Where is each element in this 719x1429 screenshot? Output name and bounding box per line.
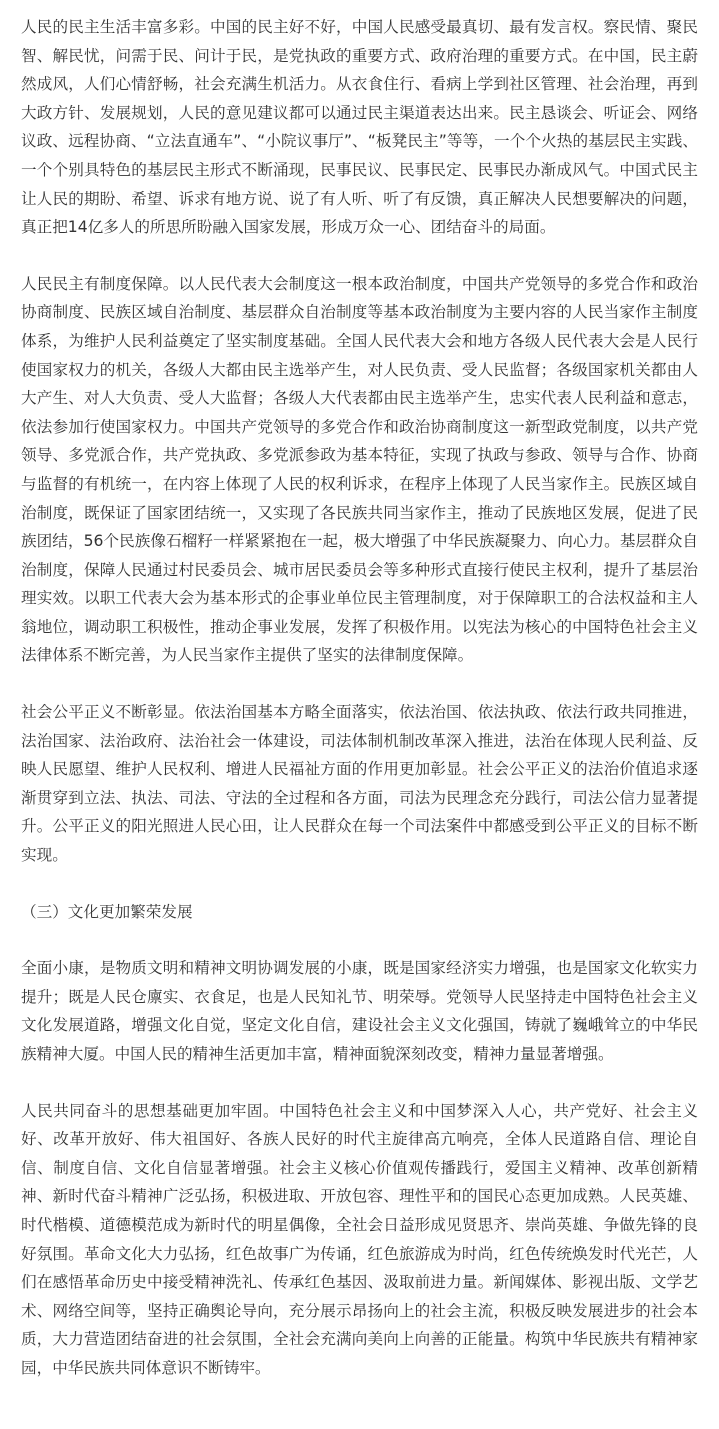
paragraph-gap bbox=[21, 926, 698, 954]
paragraph-social-justice: 社会公平正义不断彰显。依法治国基本方略全面落实，依法治国、依法执政、依法行政共同推进，法治国家、法治政府、法治社会一体建设，司法体制机制改革深入推进，法治在体现人民利益、反映人民愿望、维护人民权利、增进人民福祉方面的作用更加彰显。社会公平正义的法治价值追求逐渐贯穿到立法、执法、司法、守法的全过程和各方面，司法为民理念充分践行，司法公信力显著提升。公平正义的阳光照进人民心田，让人民群众在每一个司法案件中都感受到公平正义的目标不断实现。 bbox=[21, 703, 698, 865]
paragraph-gap bbox=[21, 870, 698, 898]
paragraph-gap bbox=[21, 670, 698, 698]
section-heading: （三）文化更加繁荣发展 bbox=[21, 902, 193, 921]
paragraph-institutional-guarantee: 人民民主有制度保障。以人民代表大会制度这一根本政治制度，中国共产党领导的多党合作和政治协商制度、民族区域自治制度、基层群众自治制度等基本政治制度为主要内容的人民当家作主制度体系，为维护人民利益奠定了坚实制度基础。全国人民代表大会和地方各级人民代表大会是人民行使国家权力的机关，各级人大都由民主选举产生，对人民负责、受人民监督；各级国家机关都由人大产生、对人大负责、受人大监督；各级人大代表都由民主选举产生，忠实代表人民利益和意志，依法参加行使国家权力。中国共产党领导的多党合作和政治协商制度这一新型政党制度，以共产党领导、多党派合作，共产党执政、多党派参政为基本特征，实现了执政与参政、领导与合作、协商与监督的有机统一，在内容上体现了人民的权利诉求，在程序上体现了人民当家作主。民族区域自治制度，既保证了国家团结统一，又实现了各民族共同当家作主，推动了民族地区发展，促进了民族团结，56个民族像石榴籽一样紧紧抱在一起，极大增强了中华民族凝聚力、向心力。基层群众自治制度，保障人民通过村民委员会、城市居民委员会等多种形式直接行使民主权利，提升了基层治理实效。以职工代表大会为基本形式的企事业单位民主管理制度，对于保障职工的合法权益和主人翁地位，调动职工积极性，推动企事业发展，发挥了积极作用。以宪法为核心的中国特色社会主义法律体系不断完善，为人民当家作主提供了坚实的法律制度保障。 bbox=[21, 274, 698, 665]
paragraph-gap bbox=[21, 1069, 698, 1097]
paragraph-democratic-life: 人民的民主生活丰富多彩。中国的民主好不好，中国人民感受最真切、最有发言权。察民情、聚民智、解民忧，问需于民、问计于民，是党执政的重要方式、政府治理的重要方式。在中国，民主蔚然成风，人们心情舒畅，社会充满生机活力。从衣食住行、看病上学到社区管理、社会治理，再到大政方针、发展规划，人民的意见建议都可以通过民主渠道表达出来。民主恳谈会、听证会、网络议政、远程协商、“立法直通车”、“小院议事厅”、“板凳民主”等等，一个个火热的基层民主实践、一个个别具特色的基层民主形式不断涌现，民事民议、民事民定、民事民办渐成风气。中国式民主让人民的期盼、希望、诉求有地方说、说了有人听、听了有反馈，真正解决人民想要解决的问题，真正把14亿多人的所思所盼融入国家发展，形成万众一心、团结奋斗的局面。 bbox=[21, 18, 698, 237]
paragraph-ideological-foundation: 人民共同奋斗的思想基础更加牢固。中国特色社会主义和中国梦深入人心，共产党好、社会主义好、改革开放好、伟大祖国好、各族人民好的时代主旋律高亢响亮，全体人民道路自信、理论自信、制度自信、文化自信显著增强。社会主义核心价值观传播践行，爱国主义精神、改革创新精神、新时代奋斗精神广泛弘扬，积极进取、开放包容、理性平和的国民心态更加成熟。人民英雄、时代楷模、道德模范成为新时代的明星偶像，全社会日益形成见贤思齐、崇尚英雄、争做先锋的良好氛围。革命文化大力弘扬，红色故事广为传诵，红色旅游成为时尚，红色传统焕发时代光芒，人们在感悟革命历史中接受精神洗礼、传承红色基因、汲取前进力量。新闻媒体、影视出版、文学艺术、网络空间等，坚持正确舆论导向，充分展示昂扬向上的社会主流，积极反映发展进步的社会本质，大力营造团结奋进的社会氛围，全社会充满向美向上向善的正能量。构筑中华民族共有精神家园，中华民族共同体意识不断铸牢。 bbox=[21, 1101, 698, 1377]
paragraph-cultural-prosperity: 全面小康，是物质文明和精神文明协调发展的小康，既是国家经济实力增强，也是国家文化软实力提升；既是人民仓廪实、衣食足，也是人民知礼节、明荣辱。党领导人民坚持走中国特色社会主义文化发展道路，增强文化自觉，坚定文化自信，建设社会主义文化强国，铸就了巍峨耸立的中华民族精神大厦。中国人民的精神生活更加丰富，精神面貌深刻改变，精神力量显著增强。 bbox=[21, 959, 698, 1063]
paragraph-gap bbox=[21, 242, 698, 270]
